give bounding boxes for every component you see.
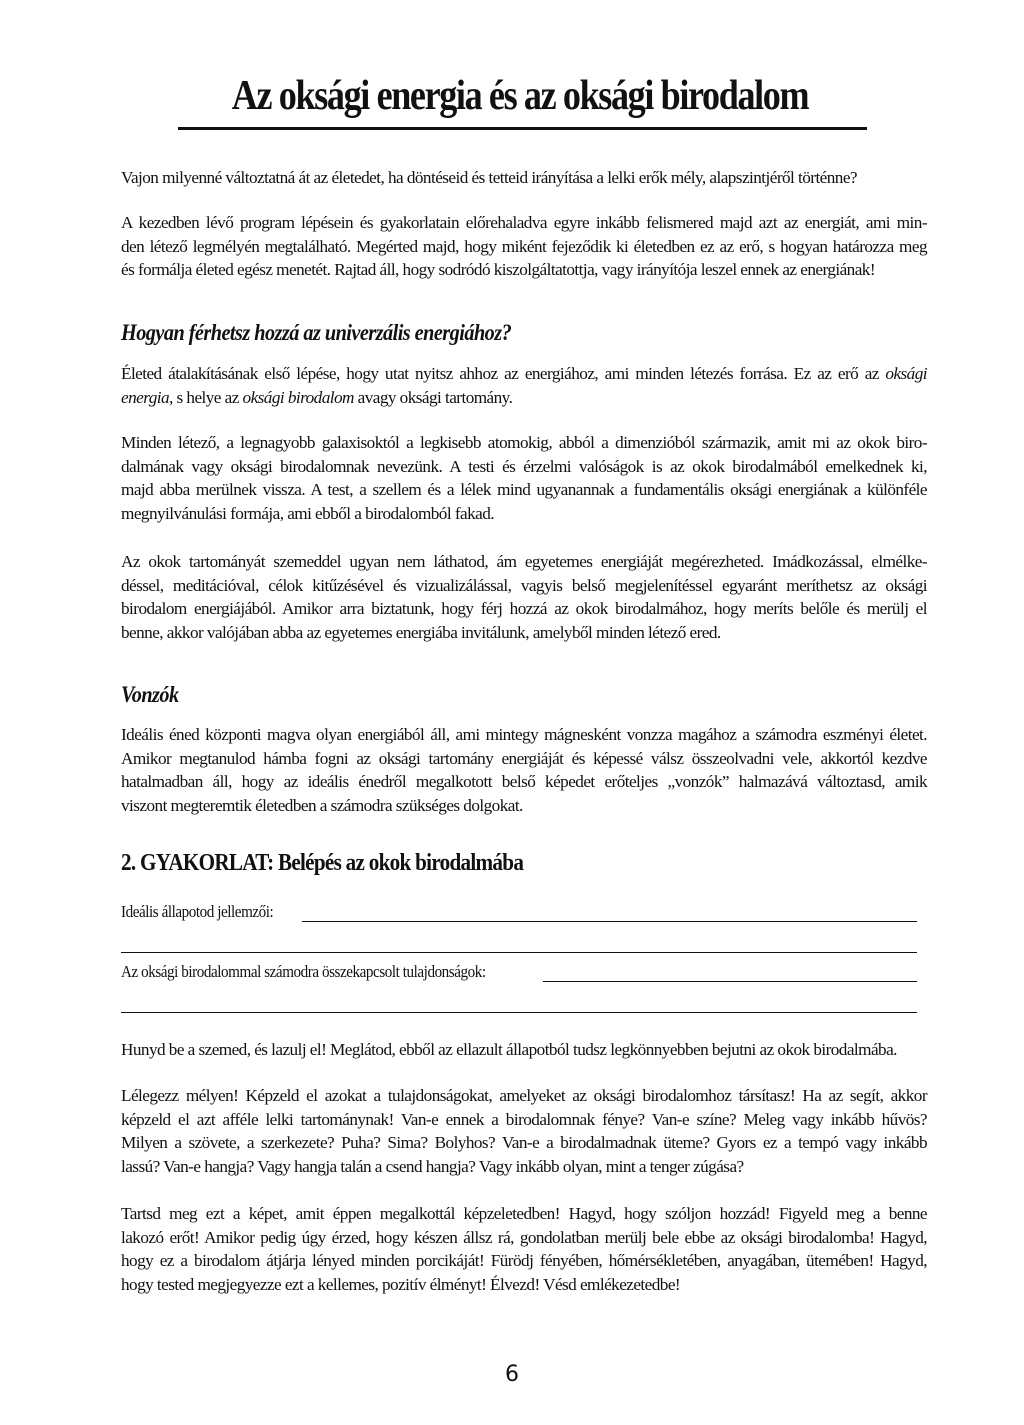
section1-paragraph-1 (121, 362, 927, 409)
section-heading-universal-energy: Hogyan férhetsz hozzá az univerzális energiához? (121, 320, 512, 345)
text-line: Minden létező, a legnagyobb galaxisoktól a legkisebb atomokig, abból a dimenzióból származik, amit mi az okok biro- (121, 433, 927, 452)
causal-traits-field (121, 962, 917, 982)
text-line (121, 386, 927, 410)
text-line: Az okok tartományát szemeddel ugyan nem láthatod, ám egyetemes energiáját megérezheted. Imádkozással, elmélke- (121, 552, 927, 571)
ideal-state-input-line-2[interactable] (121, 952, 917, 953)
text-line: hogy tested megjegyezze ezt a kellemes, pozitív élményt! Élvezd! Vésd emlékezetedbe! (121, 1274, 681, 1294)
text-run: Életed átalakításának első lépése, hogy utat nyitsz ahhoz az energiához, ami minden létezés forrása. Ez az erő az (121, 364, 886, 383)
section-heading-vonzok: Vonzók (121, 682, 179, 707)
section1-paragraph-3 (121, 550, 927, 644)
exercise-paragraph-3 (121, 1202, 927, 1296)
text-line: Tartsd meg ezt a képet, amit éppen megalkottál képzeletedben! Hagyd, hogy szóljon hozzád! Figyeld meg a benne (121, 1204, 927, 1223)
text-line: Vajon milyenné változtatná át az életedet, ha döntéseid és tetteid irányítása a lelki erők mély, alapszintjéről történne? (121, 168, 858, 187)
text-line: benne, akkor valójában abba az egyetemes energiába invitálunk, amelyből minden létező ered. (121, 622, 721, 642)
text-line: majd abba merülnek vissza. A test, a szellem és a lélek mind ugyanannak a fundamentális oksági energiának a különféle (121, 480, 927, 499)
text-line: déssel, meditációval, célok kitűzésével és vizualizálással, vagyis belső megjelenítéssel egyaránt meríthetsz az oksági (121, 575, 927, 595)
emphasis: oksági birodalom (242, 387, 354, 407)
exercise-heading: 2. GYAKORLAT: Belépés az okok birodalmába (121, 850, 524, 876)
causal-traits-label: Az oksági birodalommal számodra összekapcsolt tulajdonságok: (121, 962, 486, 981)
text-line: Ideális éned központi magva olyan energiából áll, ami mintegy mágnesként vonzza magához a számodra eszményi életet. (121, 725, 927, 744)
text-line: hatalmadban áll, hogy az ideális énedről megalkotott belső képedet erőteljes „vonzók” halmazává változtasd, amik (121, 772, 927, 791)
intro-question (121, 166, 927, 190)
section2-paragraph (121, 723, 927, 817)
text-line: Hunyd be a szemed, és lazulj el! Meglátod, ebből az ellazult állapotból tudsz legkönnyebben bejutni az okok birodalmába. (121, 1040, 897, 1059)
emphasis: oksági (885, 364, 927, 383)
text-line: den létező legmélyén megtalálható. Megérted majd, hogy miként fejeződik ki életedben ez az erő, s hogyan határozza meg (121, 236, 927, 256)
title-underline (178, 127, 867, 130)
causal-traits-input-line-2[interactable] (121, 1012, 917, 1013)
text-line: viszont megteremtik életedben a számodra szükséges dolgokat. (121, 795, 523, 815)
emphasis: energia, (121, 387, 173, 407)
ideal-state-label: Ideális állapotod jellemzői: (121, 902, 274, 921)
ideal-state-input[interactable] (302, 907, 917, 922)
page-number: 6 (505, 1362, 519, 1387)
text-line: dalmának vagy oksági birodalomnak nevezünk. A testi és érzelmi valóságok is az okok birodalmából emelkednek ki, (121, 456, 927, 476)
text-run: s helye az (172, 387, 243, 407)
text-line: hogy ez a birodalom átjárja lényed minden porcikáját! Fürödj fényében, hőmérsékletében, anyagában, ütemében! Hagyd, (121, 1251, 927, 1270)
text-line (121, 362, 927, 386)
exercise-paragraph-1 (121, 1038, 927, 1062)
text-line: Milyen a szövete, a szerkezete? Puha? Sima? Bolyhos? Van-e a birodalmadnak üteme? Gyors ez a tempó vagy inkább (121, 1133, 927, 1152)
text-line: megnyilvánulási formája, ami ebből a birodalomból fakad. (121, 503, 494, 523)
ideal-state-field (121, 902, 917, 922)
section1-paragraph-2 (121, 431, 927, 525)
text-line: lassú? Van-e hangja? Vagy hangja talán a csend hangja? Vagy inkább olyan, mint a tenger zúgása? (121, 1156, 744, 1176)
intro-paragraph (121, 211, 927, 282)
text-line: képzeld el azt afféle lelki tartománynak! Van-e ennek a birodalomnak fénye? Van-e színe? Meleg vagy inkább hűvös? (121, 1109, 927, 1129)
exercise-paragraph-2 (121, 1084, 927, 1178)
text-line: Amikor megtanulod hámba fogni az oksági tartomány energiáját és képessé válsz összeolvadni vele, akkortól kezdve (121, 748, 927, 768)
text-line: és formálja életed egész menetét. Rajtad áll, hogy sodródó kiszolgáltatottja, vagy irányítója leszel ennek az energiának! (121, 260, 876, 279)
text-line: birodalom energiájából. Amikor arra biztatunk, hogy férj hozzá az okok birodalmához, hogy meríts belőle és merülj el (121, 599, 927, 618)
text-run: avagy oksági tartomány. (353, 387, 513, 407)
text-line: Lélegezz mélyen! Képzeld el azokat a tulajdonságokat, amelyeket az oksági birodalomhoz társítasz! Ha az segít, akkor (121, 1086, 927, 1105)
text-line: A kezedben lévő program lépésein és gyakorlatain előrehaladva egyre inkább felismered majd azt az energiát, ami min- (121, 213, 927, 232)
text-line: lakozó erőt! Amikor pedig úgy érzed, hogy készen állsz rá, gondolatban merülj bele ebbe az oksági birodalomba! Hagyd, (121, 1227, 927, 1247)
page-title: Az oksági energia és az oksági birodalom (231, 73, 809, 119)
causal-traits-input[interactable] (543, 967, 917, 982)
